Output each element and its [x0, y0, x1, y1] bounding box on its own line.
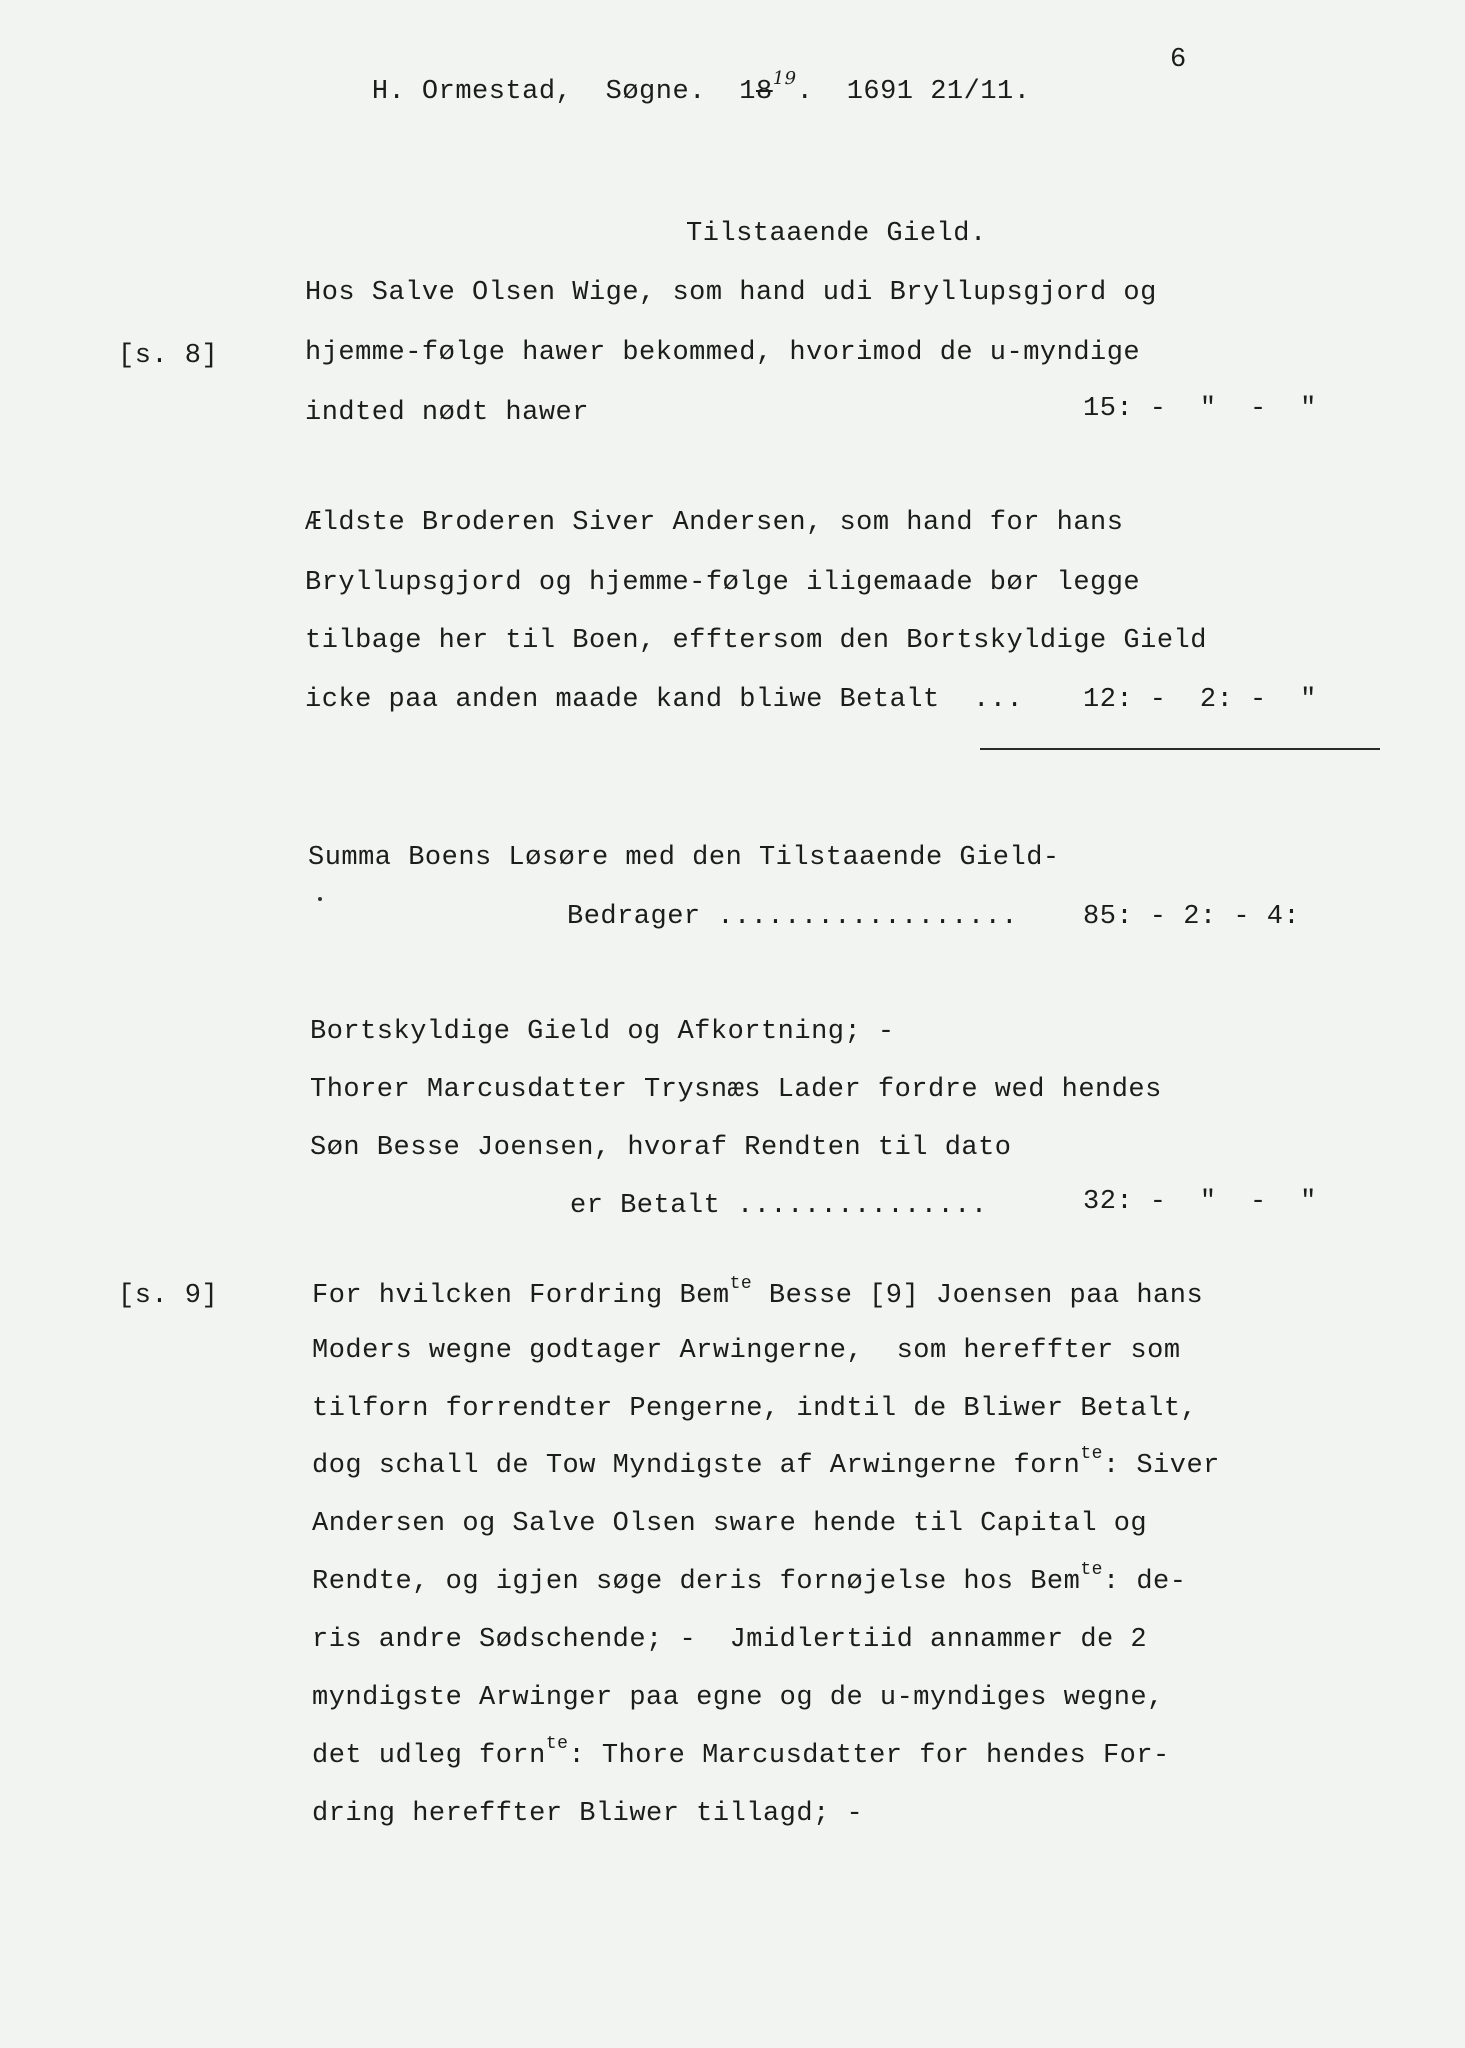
- amount: 85: - 2: - 4:: [1083, 902, 1301, 932]
- stray-dot: [318, 897, 322, 901]
- text-segment: : de-: [1102, 1567, 1187, 1597]
- text-line: Bedrager ..................: [567, 902, 1018, 932]
- amount: 32: - " - ": [1083, 1187, 1317, 1217]
- text-line: [312, 1444, 1220, 1482]
- text-segment: : Thore Marcusdatter for hendes For-: [568, 1741, 1170, 1771]
- text-segment: dog schall de Tow Myndigste af Arwingerne forn: [312, 1451, 1081, 1481]
- page-number: 6: [1170, 45, 1187, 75]
- text-line: Ældste Broderen Siver Andersen, som hand for hans: [305, 508, 1124, 538]
- margin-ref-s9: [s. 9]: [118, 1281, 219, 1311]
- superscript: te: [1080, 1560, 1103, 1580]
- struck-digit: 8: [755, 77, 773, 107]
- text-line: Bortskyldige Gield og Afkortning; -: [310, 1017, 895, 1047]
- text-segment: Besse [9] Joensen paa hans: [752, 1281, 1204, 1311]
- text-line: [312, 1274, 1204, 1312]
- text-line: Summa Boens Løsøre med den Tilstaaende Gield-: [308, 843, 1060, 873]
- text-line: icke paa anden maade kand bliwe Betalt ...: [305, 685, 1024, 715]
- text-line: tilforn forrendter Pengerne, indtil de Bliwer Betalt,: [312, 1394, 1198, 1424]
- text-line: Hos Salve Olsen Wige, som hand udi Bryllupsgjord og: [305, 278, 1157, 308]
- text-line: tilbage her til Boen, efftersom den Bortskyldige Gield: [305, 626, 1207, 656]
- text-line: ris andre Sødschende; - Jmidlertiid annammer de 2: [312, 1625, 1148, 1655]
- amount: 15: - " - ": [1083, 394, 1317, 424]
- text-line: Bryllupsgjord og hjemme-følge iligemaade bør legge: [305, 568, 1141, 598]
- header-date: . 1691 21/11.: [796, 77, 1031, 107]
- text-line: myndigste Arwinger paa egne og de u-myndiges wegne,: [312, 1683, 1164, 1713]
- text-segment: : Siver: [1102, 1451, 1220, 1481]
- page-header: [305, 44, 1030, 140]
- amount: 12: - 2: - ": [1083, 685, 1317, 715]
- section-title: Tilstaaende Gield.: [686, 219, 987, 249]
- sum-rule: [980, 748, 1380, 750]
- text-line: er Betalt ...............: [570, 1191, 988, 1221]
- text-line: [312, 1560, 1187, 1598]
- text-line: dring hereffter Bliwer tillagd; -: [312, 1799, 864, 1829]
- text-line: Moders wegne godtager Arwingerne, som hereffter som: [312, 1336, 1181, 1366]
- text-segment: det udleg forn: [312, 1741, 546, 1771]
- header-source: H. Ormestad, Søgne. 1: [371, 77, 756, 107]
- text-segment: For hvilcken Fordring Bem: [312, 1281, 730, 1311]
- text-line: indted nødt hawer: [305, 398, 589, 428]
- superscript: te: [545, 1734, 569, 1754]
- text-line: Andersen og Salve Olsen sware hende til Capital og: [312, 1509, 1148, 1539]
- superscript: te: [729, 1274, 753, 1294]
- margin-ref-s8: [s. 8]: [118, 341, 219, 371]
- text-line: [312, 1734, 1170, 1772]
- text-segment: Rendte, og igjen søge deris fornøjelse hos Bem: [312, 1567, 1081, 1597]
- text-line: Søn Besse Joensen, hvoraf Rendten til dato: [310, 1133, 1012, 1163]
- text-line: hjemme-følge hawer bekommed, hvorimod de u-myndige: [305, 338, 1141, 368]
- handwritten-correction: 19: [772, 68, 797, 89]
- text-line: Thorer Marcusdatter Trysnæs Lader fordre wed hendes: [310, 1075, 1162, 1105]
- superscript: te: [1080, 1444, 1103, 1464]
